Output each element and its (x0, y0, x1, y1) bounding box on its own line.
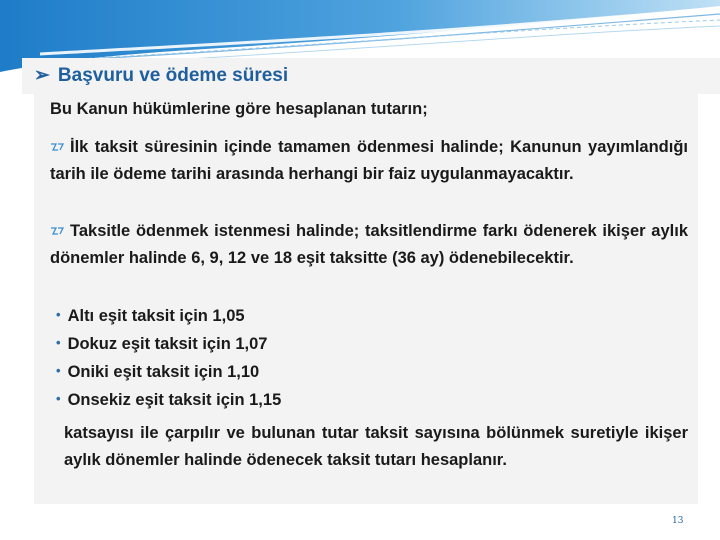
slide-title (34, 64, 288, 87)
list-item-text: Onsekiz eşit taksit için 1,15 (67, 391, 282, 409)
list-item (56, 386, 281, 415)
bullet-dot: • (56, 363, 61, 378)
list-item-text: Oniki eşit taksit için 1,10 (67, 363, 260, 381)
list-item-text: Dokuz eşit taksit için 1,07 (67, 335, 268, 353)
list-item (56, 358, 259, 387)
list-item (56, 302, 245, 331)
bullet-text-2: Taksitle ödenmek istenmesi halinde; taksitlendirme farkı ödenerek ikişer aylık dönemler halinde 6, 9, 12 ve 18 eşit taksitte (36 ay) ödenebilecektir. (50, 222, 688, 267)
z-bullet-icon (50, 226, 64, 236)
intro-text: Bu Kanun hükümlerine göre hesaplanan tutarın; (50, 100, 428, 118)
z-bullet-icon (50, 142, 64, 152)
slide-title-text: Başvuru ve ödeme süresi (57, 64, 289, 86)
list-item-text: Altı eşit taksit için 1,05 (67, 307, 245, 325)
bullet-dot: • (56, 335, 61, 350)
bullet-item-1 (50, 134, 688, 188)
bullet-dot: • (56, 391, 61, 406)
arrow-right-icon: ➢ (34, 65, 50, 86)
list-item (56, 330, 267, 359)
bullet-text-1: İlk taksit süresinin içinde tamamen ödenmesi halinde; Kanunun yayımlandığı tarih ile ödeme tarihi arasında herhangi bir faiz uygulanmayacaktır. (50, 138, 688, 183)
page-number: 13 (672, 516, 684, 526)
bullet-item-2 (50, 218, 688, 272)
closing-text: katsayısı ile çarpılır ve bulunan tutar taksit sayısına bölünmek suretiyle ikişer aylık dönemler halinde ödenecek taksit tutarı hesaplanır. (64, 424, 688, 469)
bullet-dot: • (56, 307, 61, 322)
